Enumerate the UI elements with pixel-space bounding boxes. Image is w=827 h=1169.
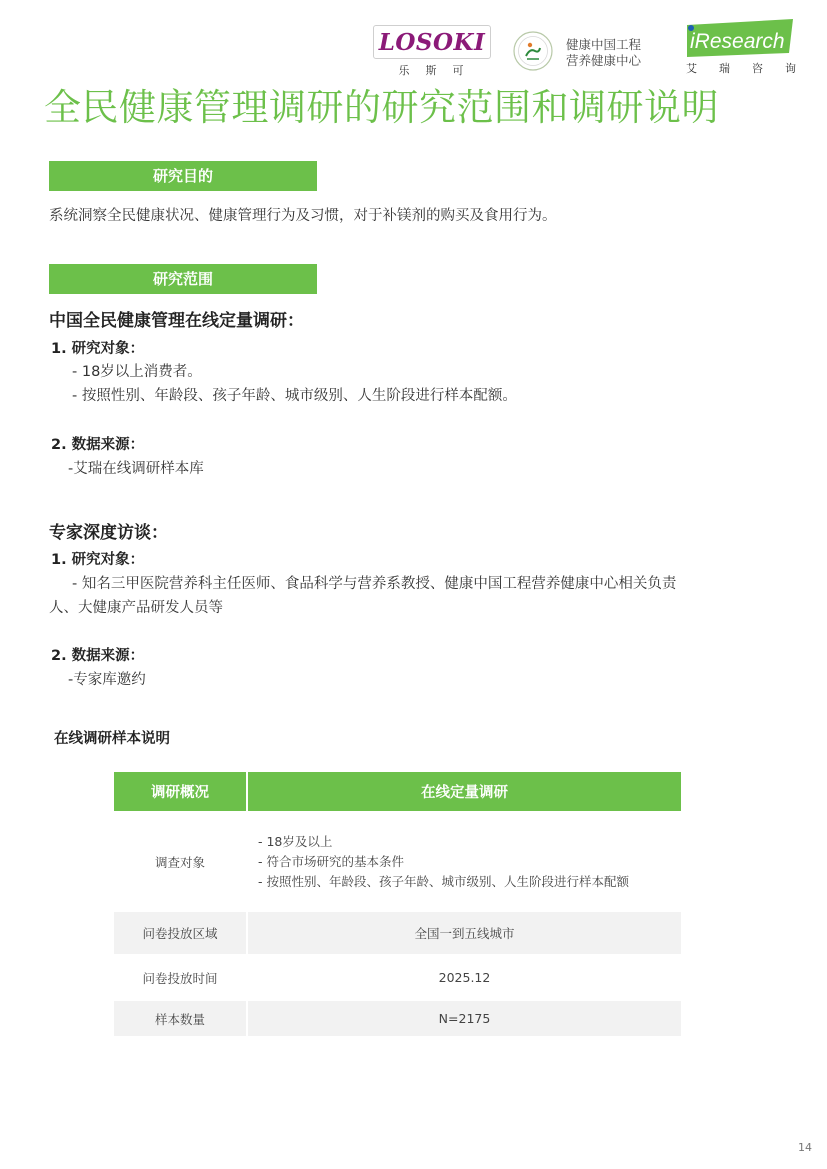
- expert-source-heading: 2. 数据来源：: [51, 648, 145, 664]
- list-item: - 18岁及以上: [258, 833, 333, 849]
- table-row: [114, 912, 681, 954]
- page-number: 14: [798, 1141, 812, 1154]
- expert-object-line2: 人、大健康产品研发人员等: [49, 600, 223, 616]
- sample-heading: 在线调研样本说明: [54, 731, 170, 747]
- health-center-line1: 健康中国工程: [566, 37, 642, 52]
- online-survey-heading: 中国全民健康管理在线定量调研：: [49, 311, 304, 331]
- row-value: 全国一到五线城市: [248, 912, 681, 954]
- expert-object-heading: 1. 研究对象：: [51, 552, 145, 568]
- iresearch-logo: [685, 19, 797, 61]
- row-value: 2025.12: [438, 970, 491, 985]
- scope-banner: 研究范围: [49, 264, 317, 294]
- losoki-subtitle: 乐斯可: [398, 64, 480, 77]
- purpose-banner: 研究目的: [49, 161, 317, 191]
- iresearch-wordmark: iResearch: [690, 30, 785, 53]
- expert-interview-heading: 专家深度访谈：: [49, 523, 168, 543]
- row-label: 调查对象: [154, 854, 205, 870]
- health-center-seal-icon: [513, 31, 553, 71]
- row-label: 问卷投放时间: [142, 970, 218, 986]
- losoki-wordmark: LOSOKI: [378, 28, 486, 56]
- table-header-row: [114, 772, 681, 811]
- row-label: 样本数量: [114, 1001, 246, 1036]
- online-object-item: - 按照性别、年龄段、孩子年龄、城市级别、人生阶段进行样本配额。: [72, 388, 517, 404]
- list-item: - 符合市场研究的基本条件: [258, 853, 404, 869]
- expert-object-line1: - 知名三甲医院营养科主任医师、食品科学与营养系教授、健康中国工程营养健康中心相关负责: [72, 576, 677, 592]
- health-center-line2: 营养健康中心: [566, 53, 642, 68]
- losoki-logo: [373, 25, 491, 59]
- row-value-list: [248, 811, 681, 912]
- page-title: 全民健康管理调研的研究范围和调研说明: [44, 86, 719, 129]
- iresearch-subtitle: 艾瑞咨询: [686, 62, 818, 75]
- table-row: [114, 954, 681, 1001]
- row-label: 问卷投放区域: [114, 912, 246, 954]
- online-object-item: - 18岁以上消费者。: [72, 364, 202, 380]
- list-item: - 按照性别、年龄段、孩子年龄、城市级别、人生阶段进行样本配额: [258, 873, 629, 889]
- row-value: N=2175: [248, 1001, 681, 1036]
- health-center-name: [566, 37, 641, 69]
- expert-source-item: -专家库邀约: [68, 672, 146, 688]
- online-source-heading: 2. 数据来源：: [51, 437, 145, 453]
- table-row: [114, 1001, 681, 1036]
- online-object-heading: 1. 研究对象：: [51, 341, 145, 357]
- table-row: [114, 811, 681, 912]
- column-header: 在线定量调研: [248, 772, 681, 811]
- sample-table: [114, 772, 681, 1036]
- online-source-item: -艾瑞在线调研样本库: [68, 461, 204, 477]
- purpose-text: 系统洞察全民健康状况、健康管理行为及习惯，对于补镁剂的购买及食用行为。: [49, 208, 557, 224]
- column-header: 调研概况: [114, 772, 246, 811]
